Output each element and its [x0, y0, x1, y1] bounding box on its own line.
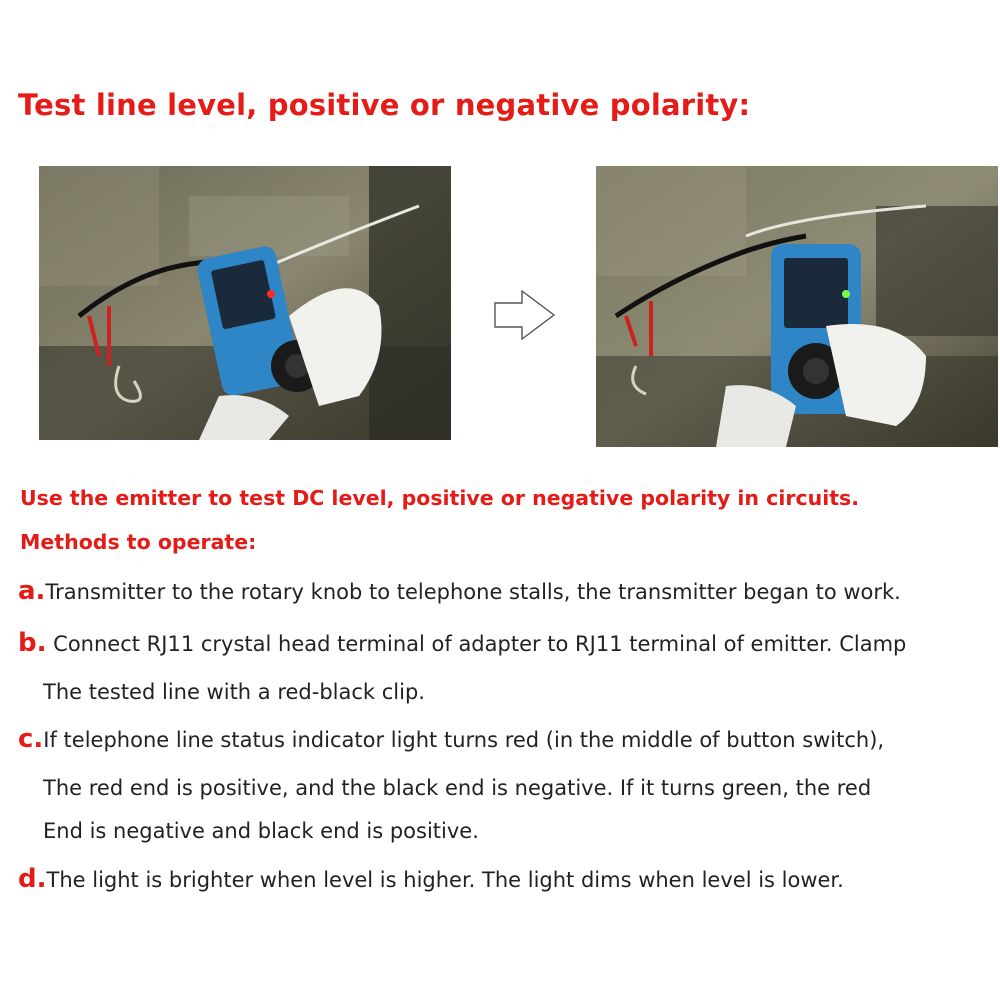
step-marker: b. — [18, 628, 47, 658]
step-text: Connect RJ11 crystal head terminal of adapter to RJ11 terminal of emitter. Clamp — [46, 632, 907, 656]
photo-tester-red-indicator — [39, 166, 451, 440]
step-a — [18, 576, 901, 606]
page-title: Test line level, positive or negative polarity: — [18, 88, 751, 122]
step-c — [18, 724, 884, 754]
step-marker: d. — [18, 864, 47, 894]
intro-text: Use the emitter to test DC level, positive or negative polarity in circuits. — [20, 486, 860, 510]
photo-tester-green-indicator — [596, 166, 998, 447]
step-marker: a. — [18, 576, 46, 606]
step-c-continuation-2: End is negative and black end is positive. — [43, 819, 479, 843]
step-text: The light is brighter when level is higher. The light dims when level is lower. — [46, 868, 844, 892]
step-text: If telephone line status indicator light turns red (in the middle of button switch), — [43, 728, 885, 752]
step-c-continuation-1: The red end is positive, and the black end is negative. If it turns green, the red — [43, 776, 872, 800]
step-text: Transmitter to the rotary knob to telephone stalls, the transmitter began to work. — [45, 580, 901, 604]
step-b-continuation: The tested line with a red-black clip. — [43, 680, 425, 704]
right-outline-arrow-icon — [492, 288, 558, 342]
methods-heading: Methods to operate: — [20, 530, 257, 554]
step-b — [18, 628, 906, 658]
step-d — [18, 864, 844, 894]
step-marker: c. — [18, 724, 44, 754]
